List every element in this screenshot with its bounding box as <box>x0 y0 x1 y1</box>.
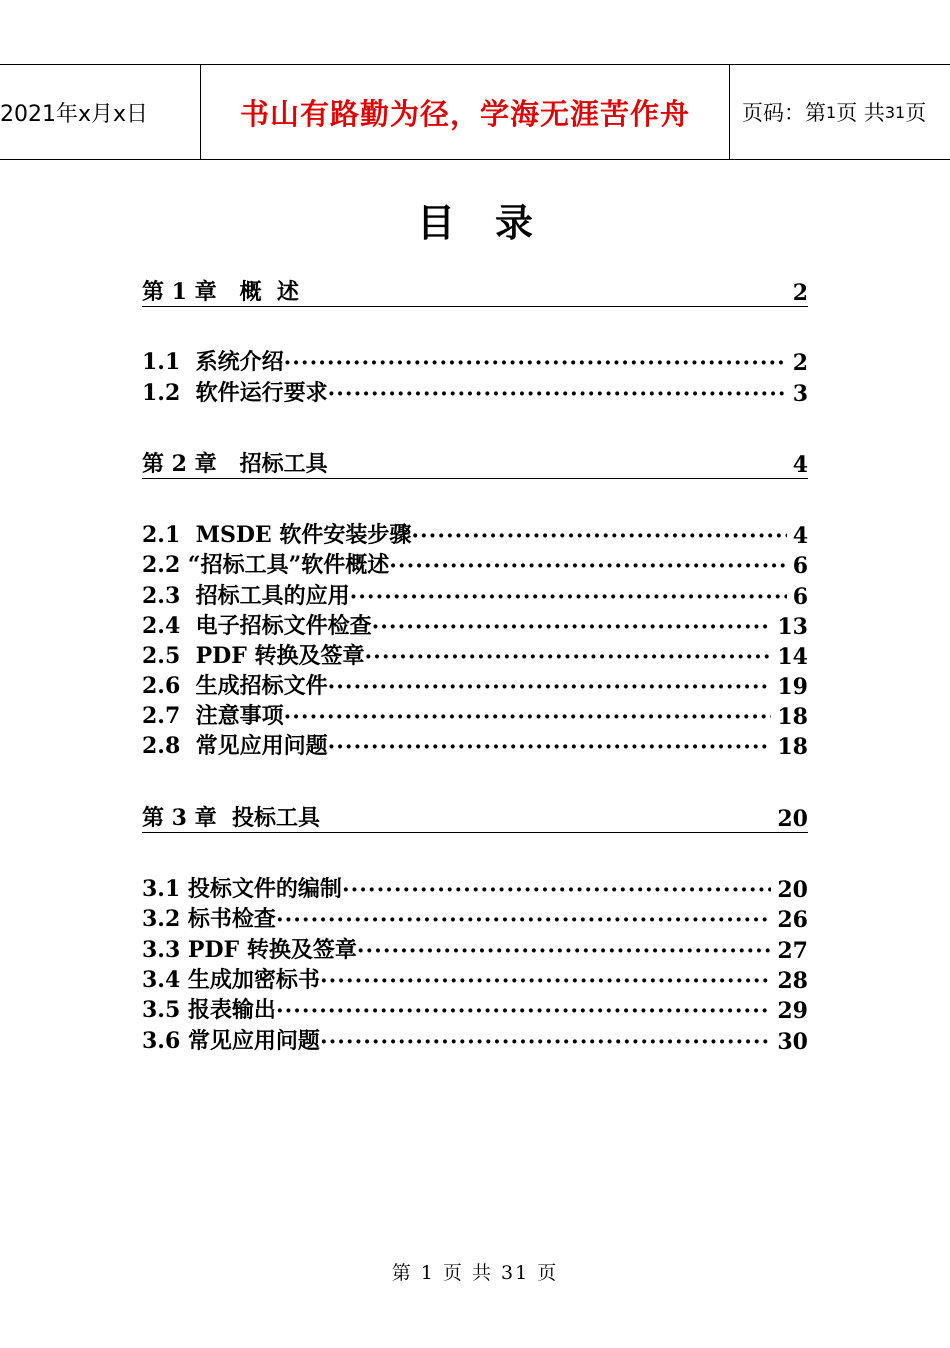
toc-entry-label: 2.7 注意事项 <box>142 703 284 729</box>
header-page-num: 1 <box>826 102 837 122</box>
toc-entry-label: 2.1 MSDE 软件安装步骤 <box>142 522 412 548</box>
toc-entry-label: 3.2 标书检查 <box>142 906 276 932</box>
toc-entry[interactable] <box>142 730 808 760</box>
page-footer: 第 1 页 共 31 页 <box>391 1262 559 1284</box>
toc-entry-label: 2.5 PDF 转换及签章 <box>142 643 365 669</box>
toc-entry-page: 6 <box>792 584 808 610</box>
toc-entry[interactable] <box>142 964 808 994</box>
toc-entry[interactable] <box>142 549 808 579</box>
header-page-end: 页 <box>905 101 927 125</box>
toc-leader <box>320 968 771 994</box>
toc-leader <box>357 938 772 964</box>
toc-chapter-title: 第 3 章 投标工具 <box>142 805 320 831</box>
toc-entry-page: 20 <box>777 877 808 903</box>
toc-entry-page: 18 <box>777 734 808 760</box>
toc-entry[interactable] <box>142 1025 808 1055</box>
toc-entry-page: 4 <box>792 523 808 549</box>
toc-entry[interactable] <box>142 610 808 640</box>
toc-entry-page: 19 <box>777 674 808 700</box>
toc-entry-label: 3.6 常见应用问题 <box>142 1028 320 1054</box>
toc-entry[interactable] <box>142 580 808 610</box>
toc-entry-label: 1.2 软件运行要求 <box>142 380 328 406</box>
toc-entry-page: 18 <box>777 704 808 730</box>
toc-chapter-page: 2 <box>792 280 808 306</box>
toc-entry[interactable] <box>142 640 808 670</box>
toc-entry[interactable] <box>142 903 808 933</box>
toc-entry[interactable] <box>142 934 808 964</box>
toc-entry-page: 26 <box>777 907 808 933</box>
toc-entry-label: 3.1 投标文件的编制 <box>142 876 342 902</box>
toc-entry-label: 2.8 常见应用问题 <box>142 733 328 759</box>
toc-chapter-page: 4 <box>792 452 808 478</box>
header-page-label: 页码：第 <box>742 101 826 125</box>
toc-chapter-title: 第 2 章 招标工具 <box>142 451 328 477</box>
header-page-info <box>730 65 950 159</box>
toc-entry-label: 3.4 生成加密标书 <box>142 967 320 993</box>
toc-entry-label: 2.4 电子招标文件检查 <box>142 613 372 639</box>
toc-entry[interactable] <box>142 377 808 407</box>
toc-leader <box>411 523 786 549</box>
toc-entry-page: 3 <box>792 381 808 407</box>
page-header <box>0 64 950 160</box>
toc-leader <box>276 998 771 1024</box>
toc-entry-label: 1.1 系统介绍 <box>142 349 284 375</box>
toc-entry-page: 2 <box>792 350 808 376</box>
toc-entry-label: 2.2 “招标工具”软件概述 <box>142 552 390 578</box>
toc-leader <box>328 734 772 760</box>
toc-chapter-1[interactable] <box>142 276 808 307</box>
toc-entry-label: 2.3 招标工具的应用 <box>142 583 350 609</box>
toc-chapter-title: 第 1 章 概 述 <box>142 279 299 305</box>
toc-entry-page: 14 <box>777 644 808 670</box>
header-page-total: 31 <box>884 102 906 122</box>
toc-leader <box>328 674 772 700</box>
toc-entry[interactable] <box>142 519 808 549</box>
toc-leader <box>276 907 771 933</box>
toc-entry-page: 29 <box>777 998 808 1024</box>
toc-entry[interactable] <box>142 700 808 730</box>
toc-leader <box>372 614 772 640</box>
toc-leader <box>284 704 772 730</box>
toc-chapter-3[interactable] <box>142 802 808 833</box>
toc-entry-page: 13 <box>777 614 808 640</box>
toc-leader <box>365 644 772 670</box>
toc-entry-label: 3.5 报表输出 <box>142 997 276 1023</box>
toc-entry-label: 3.3 PDF 转换及签章 <box>142 937 357 963</box>
toc-entry[interactable] <box>142 346 808 376</box>
page-title: 目录 <box>416 200 573 245</box>
toc-entry-page: 30 <box>777 1029 808 1055</box>
toc-leader <box>389 553 786 579</box>
toc-leader <box>342 877 771 903</box>
toc-leader <box>328 381 787 407</box>
toc-entry[interactable] <box>142 873 808 903</box>
header-motto: 书山有路勤为径，学海无涯苦作舟 <box>200 65 730 159</box>
toc-chapter-page: 20 <box>777 806 808 832</box>
toc-entry-page: 27 <box>777 938 808 964</box>
toc-entry-page: 6 <box>792 553 808 579</box>
toc-leader <box>320 1029 771 1055</box>
toc-leader <box>284 350 787 376</box>
header-date: 2021年x月x日 <box>0 101 149 127</box>
toc-entry[interactable] <box>142 994 808 1024</box>
header-page-mid: 页 共 <box>836 101 885 125</box>
toc-entry-page: 28 <box>777 968 808 994</box>
toc-entry-label: 2.6 生成招标文件 <box>142 673 328 699</box>
toc-chapter-2[interactable] <box>142 448 808 479</box>
toc-leader <box>350 584 787 610</box>
toc-entry[interactable] <box>142 670 808 700</box>
